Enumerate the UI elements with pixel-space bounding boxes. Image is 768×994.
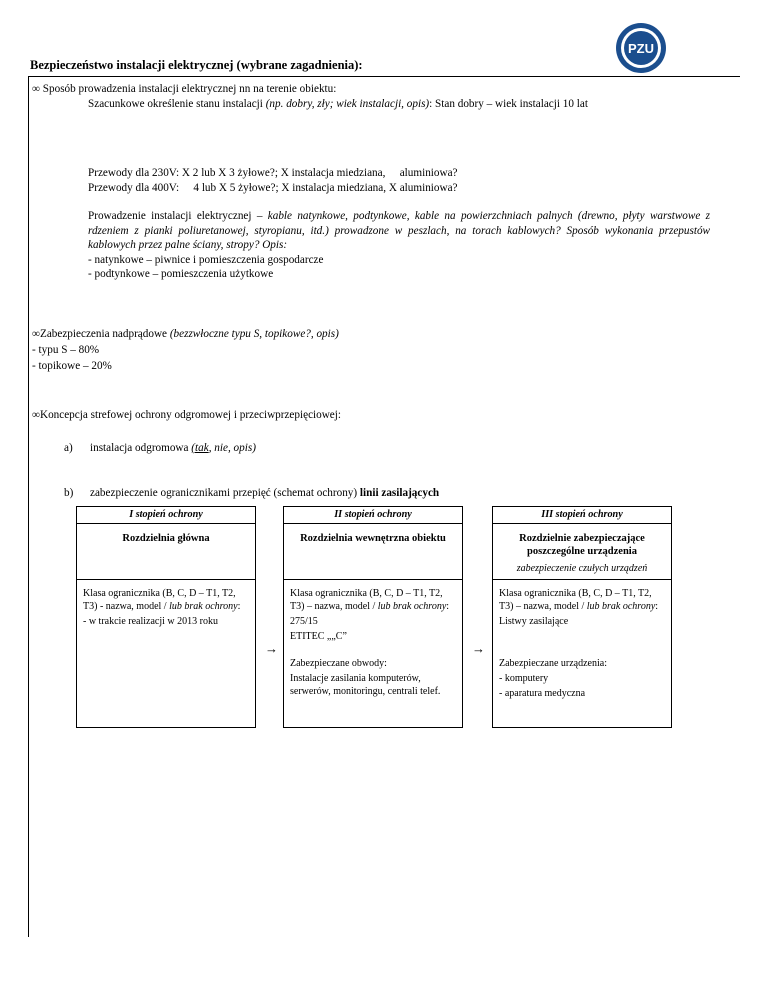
item-b (90, 486, 439, 501)
estimate-label: Szacunkowe określenie stanu instalacji (88, 98, 263, 110)
section3-heading (32, 408, 341, 423)
item-a-label: a) (64, 442, 73, 454)
item-b-text: zabezpieczenie ogranicznikami przepięć (schemat ochrony) (90, 487, 360, 499)
class-hint: lub brak ochrony (377, 601, 447, 612)
class-info (284, 580, 462, 698)
class-label: Klasa ogranicznika (B, C, D – T1, T2, T3) - nazwa, model / (83, 588, 236, 612)
class-info (77, 580, 255, 628)
item-b-label: b) (64, 487, 74, 499)
section1-heading-text: Sposób prowadzenia instalacji elektrycznej nn na terenie obiektu: (42, 83, 337, 95)
protection-column-3 (492, 523, 672, 728)
section2-heading (32, 327, 339, 342)
column-header-1: I stopień ochrony (76, 506, 256, 524)
protection-column-1 (76, 523, 256, 728)
page-title: Bezpieczeństwo instalacji elektrycznej (wybrane zagadnienia): (30, 58, 363, 72)
box-title: Rozdzielnia wewnętrzna obiektu (300, 533, 446, 544)
class-label: Klasa ogranicznika (B, C, D – T1, T2, T3) – nazwa, model / (499, 588, 652, 612)
class-value: - w trakcie realizacji w 2013 roku (83, 616, 218, 627)
left-margin-rule (28, 77, 29, 937)
bullet-icon: ∞ (32, 83, 40, 95)
class-end: : (655, 601, 659, 612)
overcurrent-item: - topikowe – 20% (32, 360, 112, 372)
arrow-right-icon: → (265, 641, 278, 656)
column-header-3: III stopień ochrony (492, 506, 672, 524)
class-value-2: ETITEC „„C” (290, 631, 347, 642)
class-info (493, 580, 671, 700)
item-a-text: instalacja odgromowa (90, 442, 189, 454)
item-a-hint-rest: , nie, opis) (208, 442, 256, 454)
section3-heading-text: Koncepcja strefowej ochrony odgromowej i przeciwprzepięciowej: (39, 409, 341, 421)
routing-item: - natynkowe – piwnice i pomieszczenia gospodarcze (88, 253, 324, 266)
estimate-value: : Stan dobry – wiek instalacji 10 lat (429, 98, 588, 110)
item-a (90, 441, 256, 456)
section2-heading-text: Zabezpieczenia nadprądowe (39, 328, 168, 340)
protected-item: - aparatura medyczna (499, 688, 586, 699)
routing-label: Prowadzenie instalacji elektrycznej (88, 210, 252, 222)
routing-text (88, 209, 710, 253)
section1-heading (32, 82, 336, 97)
class-end: : (446, 601, 450, 612)
box-title: Rozdzielnia główna (122, 533, 210, 544)
class-value: 275/15 (290, 616, 318, 627)
routing-hint: – kable natynkowe, podtynkowe, kable na powierzchniach palnych (drewno, płyty warstwowe z rdzeniem z pianki poliuretanowej, styropianu, itd.) prowadzone w peszlach, na torach kablowych? Sposób wykonania przepustów kablowych przez palne ściany, stropy? Opis: (88, 210, 710, 251)
class-hint: lub brak ochrony (169, 601, 238, 612)
column-header-2: II stopień ochrony (283, 506, 463, 524)
item-a-hint-tak: (tak (191, 442, 209, 454)
arrow-right-icon: → (472, 641, 485, 656)
title-rule (28, 76, 740, 77)
item-b-bold: linii zasilających (359, 487, 440, 499)
routing-item: - podtynkowe – pomieszczenia użytkowe (88, 268, 274, 280)
pzu-logo (615, 22, 667, 74)
box-subtitle: zabezpieczenie czułych urządzeń (516, 563, 648, 574)
class-end: : (237, 601, 241, 612)
bullet-icon: ∞ (32, 409, 40, 421)
wires-230: Przewody dla 230V: X 2 lub X 3 żyłowe?; X instalacja miedziana,   aluminiowa? (88, 167, 458, 179)
class-value: Listwy zasilające (499, 616, 569, 627)
protection-column-2 (283, 523, 463, 728)
protected-label: Zabezpieczane obwody: (290, 658, 387, 669)
svg-text:PZU: PZU (628, 41, 654, 56)
estimate-hint: (np. dobry, zły; wiek instalacji, opis) (265, 98, 430, 110)
box-title: Rozdzielnie zabezpieczające poszczególne urządzenia (519, 533, 645, 557)
overcurrent-item: - typu S – 80% (32, 344, 100, 356)
pzu-logo-icon (615, 22, 667, 74)
protected-item: - komputery (499, 673, 549, 684)
protected-label: Zabezpieczane urządzenia: (499, 658, 607, 669)
class-label: Klasa ogranicznika (B, C, D – T1, T2, T3) – nazwa, model / (290, 588, 443, 612)
section2-hint: (bezzwłoczne typu S, topikowe?, opis) (169, 328, 339, 340)
class-hint: lub brak ochrony (586, 601, 656, 612)
protected-item: Instalacje zasilania komputerów, serwerów, monitoringu, centrali telef. (290, 673, 441, 697)
bullet-icon: ∞ (32, 328, 40, 340)
routing-paragraph (88, 209, 710, 282)
estimate-line (88, 97, 588, 112)
wires-400: Przewody dla 400V:   4 lub X 5 żyłowe?; X instalacja miedziana, X aluminiowa? (88, 182, 458, 194)
